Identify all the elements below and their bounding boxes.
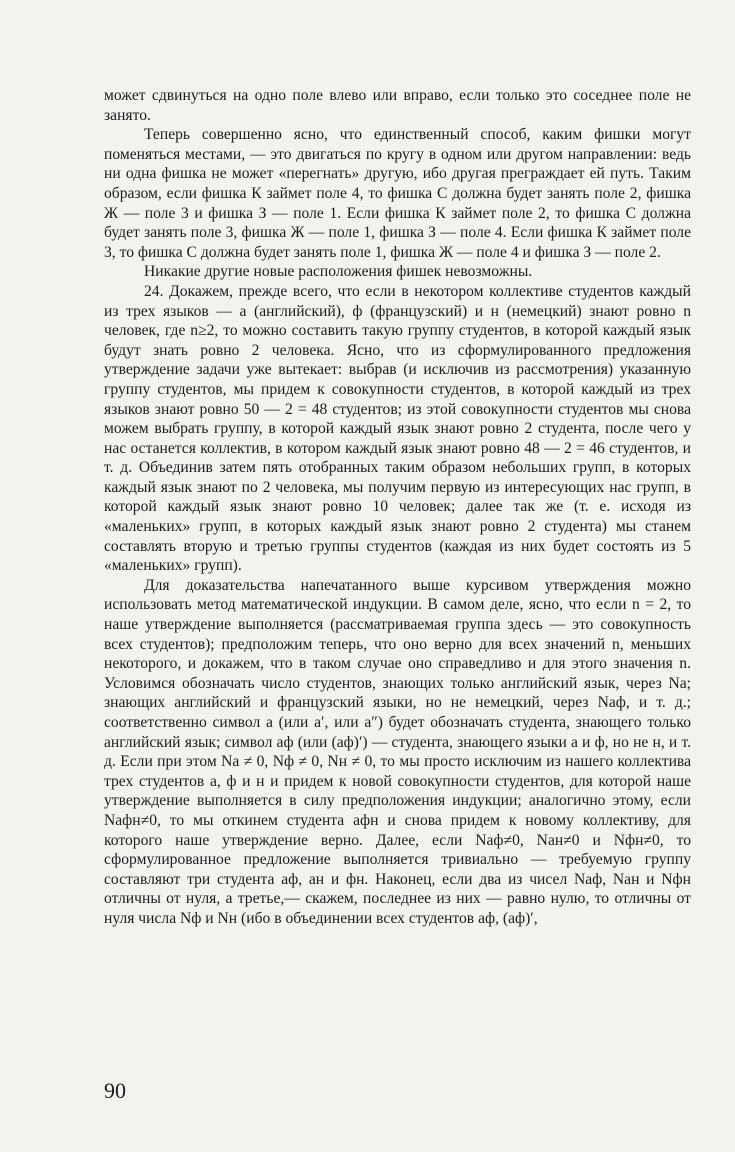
page-body	[104, 86, 691, 929]
paragraph-induction-proof: Для доказательства напечатанного выше курсивом утверждения можно использовать метод математической индукции. В самом деле, ясно, что если n = 2, то наше утверждение выполняется (рассматриваемая группа здесь — это совокупность всех студентов); предположим теперь, что оно верно для всех значений n, меньших некоторого, и докажем, что в таком случае оно справедливо и для этого значения n. Условимся обозначать число студентов, знающих только английский язык, через Nа; знающих английский и французский языки, но не немецкий, через Nаф, и т. д.; соответственно символ а (или а′, или а″) будет обозначать студента, знающего только английский язык; символ аф (или (аф)′) — студента, знающего языки а и ф, но не н, и т. д. Если при этом Nа ≠ 0, Nф ≠ 0, Nн ≠ 0, то мы просто исключим из нашего коллектива трех студентов а, ф и н и придем к новой совокупности студентов, для которой наше утверждение выполняется в силу предположения индукции; аналогично этому, если Nафн≠0, то мы откинем студента афн и снова придем к новому коллективу, для которого наше утверждение верно. Далее, если Nаф≠0, Nан≠0 и Nфн≠0, то сформулированное предложение выполняется тривиально — требуемую группу составляют три студента аф, ан и фн. Наконец, если два из чисел Nаф, Nан и Nфн отличны от нуля, а третье,— скажем, последнее из них — равно нулю, то отличны от нуля числа Nф и Nн (ибо в объединении всех студентов аф, (аф)′,	[104, 576, 691, 927]
paragraph-chips-movement: Теперь совершенно ясно, что единственный способ, каким фишки могут поменяться местами, — это двигаться по кругу в одном или другом направлении: ведь ни одна фишка не может «перегнать» другую, ибо другая преграждает ей путь. Таким образом, если фишка К займет поле 4, то фишка С должна будет занять поле 2, фишка Ж — поле 3 и фишка З — поле 1. Если фишка К займет поле 2, то фишка С должна будет занять поле 3, фишка Ж — поле 1, фишка З — поле 4. Если фишка К займет поле 3, то фишка С должна будет занять поле 1, фишка Ж — поле 4 и фишка З — поле 2.	[104, 126, 691, 261]
paragraph-problem-24: 24. Докажем, прежде всего, что если в некотором коллективе студентов каждый из трех языков — а (английский), ф (французский) и н (немецкий) знают ровно n человек, где n≥2, то можно составить такую группу студентов, в которой каждый язык будут знать ровно 2 человека. Ясно, что из сформулированного предложения утверждение задачи уже вытекает: выбрав (и исключив из рассмотрения) указанную группу студентов, мы придем к совокупности студентов, в которой каждый из трех языков знают ровно 50 — 2 = 48 студентов; из этой совокупности студентов мы снова можем выбрать группу, в которой каждый язык знают ровно 2 студента, после чего у нас останется коллектив, в котором каждый язык знают ровно 48 — 2 = 46 студентов, и т. д. Объединив затем пять отобранных таким образом небольших групп, в которых каждый язык знают по 2 человека, мы получим первую из интересующих нас групп, в которой каждый язык знают ровно 10 человек; далее так же (т. е. исходя из «маленьких» групп, в которых каждый язык знают ровно 2 студента) мы станем составлять вторую и третью группы студентов (каждая из них будет состоять из 5 «маленьких» групп).	[104, 282, 691, 575]
page-number: 90	[104, 1078, 126, 1103]
paragraph-no-other-positions: Никакие другие новые расположения фишек невозможны.	[144, 263, 533, 281]
paragraph-continuation: может сдвинуться на одно поле влево или вправо, если только это соседнее поле не занято.	[104, 87, 691, 124]
